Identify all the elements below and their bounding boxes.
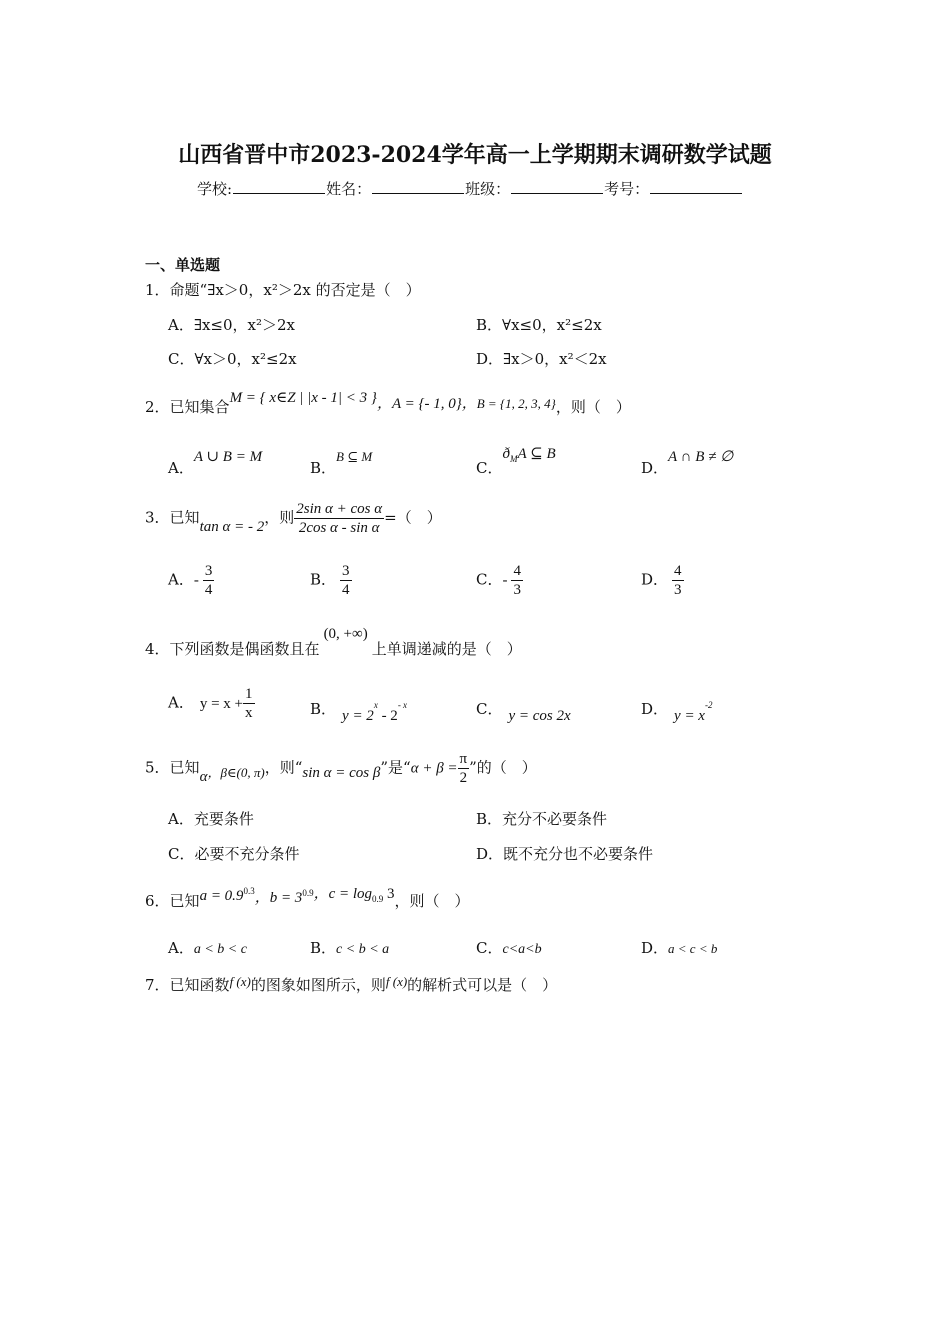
option-expr: y = cos 2x xyxy=(508,708,571,724)
question-stem-end: ，则（ ） xyxy=(555,398,631,416)
option-expr: a < c < b xyxy=(668,941,718,956)
option-expr: a < b < c xyxy=(193,942,247,957)
q3-option-c[interactable] xyxy=(476,562,523,599)
option-expr-mid: - 2 xyxy=(377,708,398,724)
a-expr: a = 0.9 xyxy=(199,888,244,904)
name-label: 姓名： xyxy=(326,180,372,198)
option-fraction xyxy=(340,562,352,599)
complement-subscript: M xyxy=(509,454,518,464)
option-label: A． xyxy=(168,693,194,712)
fraction-numerator: 1 xyxy=(245,686,253,702)
option-fraction xyxy=(243,685,255,722)
fraction-denominator: 3 xyxy=(513,582,521,598)
q2-option-a[interactable] xyxy=(168,445,263,477)
option-label: C． xyxy=(476,939,503,957)
beta-condition: ，β∈(0, π) xyxy=(207,764,265,780)
option-sign: - xyxy=(193,572,199,589)
q6-option-d[interactable] xyxy=(641,937,717,958)
interval-expr: (0, +∞) xyxy=(323,626,368,642)
fraction-numerator: 4 xyxy=(674,563,682,579)
question-stem: 已知函数 xyxy=(169,976,230,994)
complement-symbol: ð xyxy=(502,446,510,462)
alpha-symbol: α xyxy=(199,768,208,785)
option-fraction xyxy=(511,562,523,599)
section-title: 一、单选题 xyxy=(145,256,221,274)
condition-1: sin α = cos β xyxy=(302,764,381,781)
fraction-denominator: 2cos α - sin α xyxy=(298,520,380,536)
fraction-denominator: 4 xyxy=(342,582,350,598)
option-expr: B ⊆ M xyxy=(336,449,373,464)
q5-option-c[interactable]: C．必要不充分条件 xyxy=(168,845,300,863)
question-number: 3． xyxy=(145,508,170,527)
q1-option-c[interactable]: C．∀x＞0，x²≤2x xyxy=(168,350,297,368)
option-expr: c < b < a xyxy=(336,942,390,957)
exam-no-label: 考号： xyxy=(604,180,650,198)
option-expr: A ∪ B = M xyxy=(193,449,263,465)
q6-option-b[interactable] xyxy=(310,937,389,958)
option-expr: c<a<b xyxy=(502,942,542,957)
q5-option-d[interactable]: D．既不充分也不必要条件 xyxy=(476,845,654,863)
question-stem: 已知 xyxy=(169,758,200,777)
question-stem-mid: 的图象如图所示，则 xyxy=(250,976,386,994)
question-number: 6． xyxy=(145,892,170,910)
option-expr: A ∩ B ≠ ∅ xyxy=(668,449,734,465)
q2-option-d[interactable] xyxy=(641,445,734,477)
question-6 xyxy=(145,886,470,912)
condition-expr: tan α = - 2 xyxy=(199,518,265,535)
q4-option-a[interactable] xyxy=(168,685,255,722)
exponent: x xyxy=(373,700,378,710)
q2-option-c[interactable] xyxy=(476,442,556,477)
option-sign: - xyxy=(502,572,508,589)
q4-option-c[interactable] xyxy=(476,698,571,724)
condition-2: α + β = xyxy=(410,760,458,777)
set-m-expr: M = { x∈Z | |x - 1| < 3 } xyxy=(229,390,377,406)
question-stem-end: 上单调递减的是（ ） xyxy=(371,640,522,658)
question-number: 2． xyxy=(145,398,170,416)
question-stem-mid: ，则 xyxy=(264,508,295,527)
option-fraction xyxy=(203,562,215,599)
question-stem-end: =（ ） xyxy=(384,508,442,527)
fraction-numerator: 4 xyxy=(513,563,521,579)
name-blank[interactable] xyxy=(372,179,464,194)
fraction-denominator: 2 xyxy=(459,770,468,786)
q1-option-b[interactable]: B．∀x≤0，x²≤2x xyxy=(476,316,602,334)
q3-option-d[interactable] xyxy=(641,562,684,599)
option-expr: y = x + xyxy=(199,695,244,712)
student-info-line xyxy=(197,178,743,199)
question-stem-end: ，则（ ） xyxy=(394,892,470,910)
option-expr: y = 2 xyxy=(342,708,374,724)
option-label: D． xyxy=(641,459,669,477)
question-stem: 已知 xyxy=(169,508,200,527)
exam-no-blank[interactable] xyxy=(650,179,742,194)
option-label: A． xyxy=(168,459,194,477)
class-blank[interactable] xyxy=(511,179,603,194)
b-expr: ，b = 3 xyxy=(254,890,303,906)
question-number: 5． xyxy=(145,758,170,777)
question-3 xyxy=(145,500,442,537)
option-expr: A ⊆ B xyxy=(517,446,556,462)
q2-option-b[interactable] xyxy=(310,445,373,477)
option-label: B． xyxy=(310,939,337,957)
option-label: A． xyxy=(168,570,194,589)
fraction-numerator: π xyxy=(459,751,468,767)
q5-option-b[interactable]: B．充分不必要条件 xyxy=(476,810,608,828)
q3-option-a[interactable] xyxy=(168,562,214,599)
question-number: 4． xyxy=(145,640,170,658)
option-label: C． xyxy=(476,459,503,477)
pi-over-2 xyxy=(458,750,470,787)
question-stem-mid: ，则“ xyxy=(264,758,303,777)
question-number: 1． xyxy=(145,281,170,299)
q6-option-c[interactable] xyxy=(476,937,542,958)
school-label: 学校: xyxy=(197,180,233,198)
fraction-denominator: 4 xyxy=(204,582,213,598)
q4-option-b[interactable] xyxy=(310,698,408,724)
page-title: 山西省晋中市2023-2024学年高一上学期期末调研数学试题 xyxy=(178,142,772,168)
option-label: C． xyxy=(476,570,503,589)
fraction-denominator: x xyxy=(245,705,253,721)
q5-option-a[interactable]: A．充要条件 xyxy=(168,810,254,828)
q6-option-a[interactable] xyxy=(168,937,247,958)
option-label: A． xyxy=(168,939,194,957)
fraction-numerator: 2sin α + cos α xyxy=(296,501,383,517)
q4-option-d[interactable] xyxy=(641,698,713,724)
exponent: - x xyxy=(397,700,408,710)
question-2 xyxy=(145,390,631,417)
class-label: 班级： xyxy=(465,180,511,198)
option-label: D． xyxy=(641,939,669,957)
option-label: B． xyxy=(310,459,337,477)
question-stem: 命题“∃x＞0，x²＞2x 的否定是（ ） xyxy=(169,281,421,299)
option-fraction xyxy=(672,562,684,599)
question-stem-end: 的解析式可以是（ ） xyxy=(407,976,558,994)
question-7 xyxy=(145,974,557,995)
option-label: B． xyxy=(310,700,337,718)
fraction xyxy=(294,500,384,537)
question-1 xyxy=(145,279,421,300)
q1-option-d[interactable]: D．∃x＞0，x²＜2x xyxy=(476,350,607,368)
function-fx: f (x) xyxy=(229,974,251,989)
c-expr: ，c = log xyxy=(313,886,373,902)
option-label: C． xyxy=(476,700,503,718)
fraction-numerator: 3 xyxy=(204,563,213,579)
a-exponent: 0.3 xyxy=(243,886,255,896)
function-fx: f (x) xyxy=(385,974,408,989)
school-blank[interactable] xyxy=(233,179,325,194)
option-label: D． xyxy=(641,570,669,589)
option-label: B． xyxy=(310,570,337,589)
fraction-numerator: 3 xyxy=(342,563,350,579)
c-log-base: 0.9 xyxy=(372,894,384,904)
c-log-arg: 3 xyxy=(383,886,395,902)
question-stem: 已知 xyxy=(169,892,200,910)
question-number: 7． xyxy=(145,976,170,994)
question-stem-mid2: ”是“ xyxy=(380,758,411,777)
q1-option-a[interactable]: A．∃x≤0，x²＞2x xyxy=(168,316,296,334)
exponent: -2 xyxy=(704,700,713,710)
question-5 xyxy=(145,750,537,787)
set-b-expr: B = {1, 2, 3, 4} xyxy=(476,396,556,411)
question-stem: 下列函数是偶函数且在 xyxy=(169,640,320,658)
fraction-denominator: 3 xyxy=(674,582,682,598)
option-expr: y = x xyxy=(674,708,705,724)
question-stem-end: ”的（ ） xyxy=(469,758,537,777)
b-exponent: 0.9 xyxy=(302,888,314,898)
set-a-expr: ，A = {- 1, 0}， xyxy=(376,396,477,412)
option-label: D． xyxy=(641,700,669,718)
question-stem: 已知集合 xyxy=(169,398,230,416)
question-4 xyxy=(145,626,522,659)
q3-option-b[interactable] xyxy=(310,562,352,599)
